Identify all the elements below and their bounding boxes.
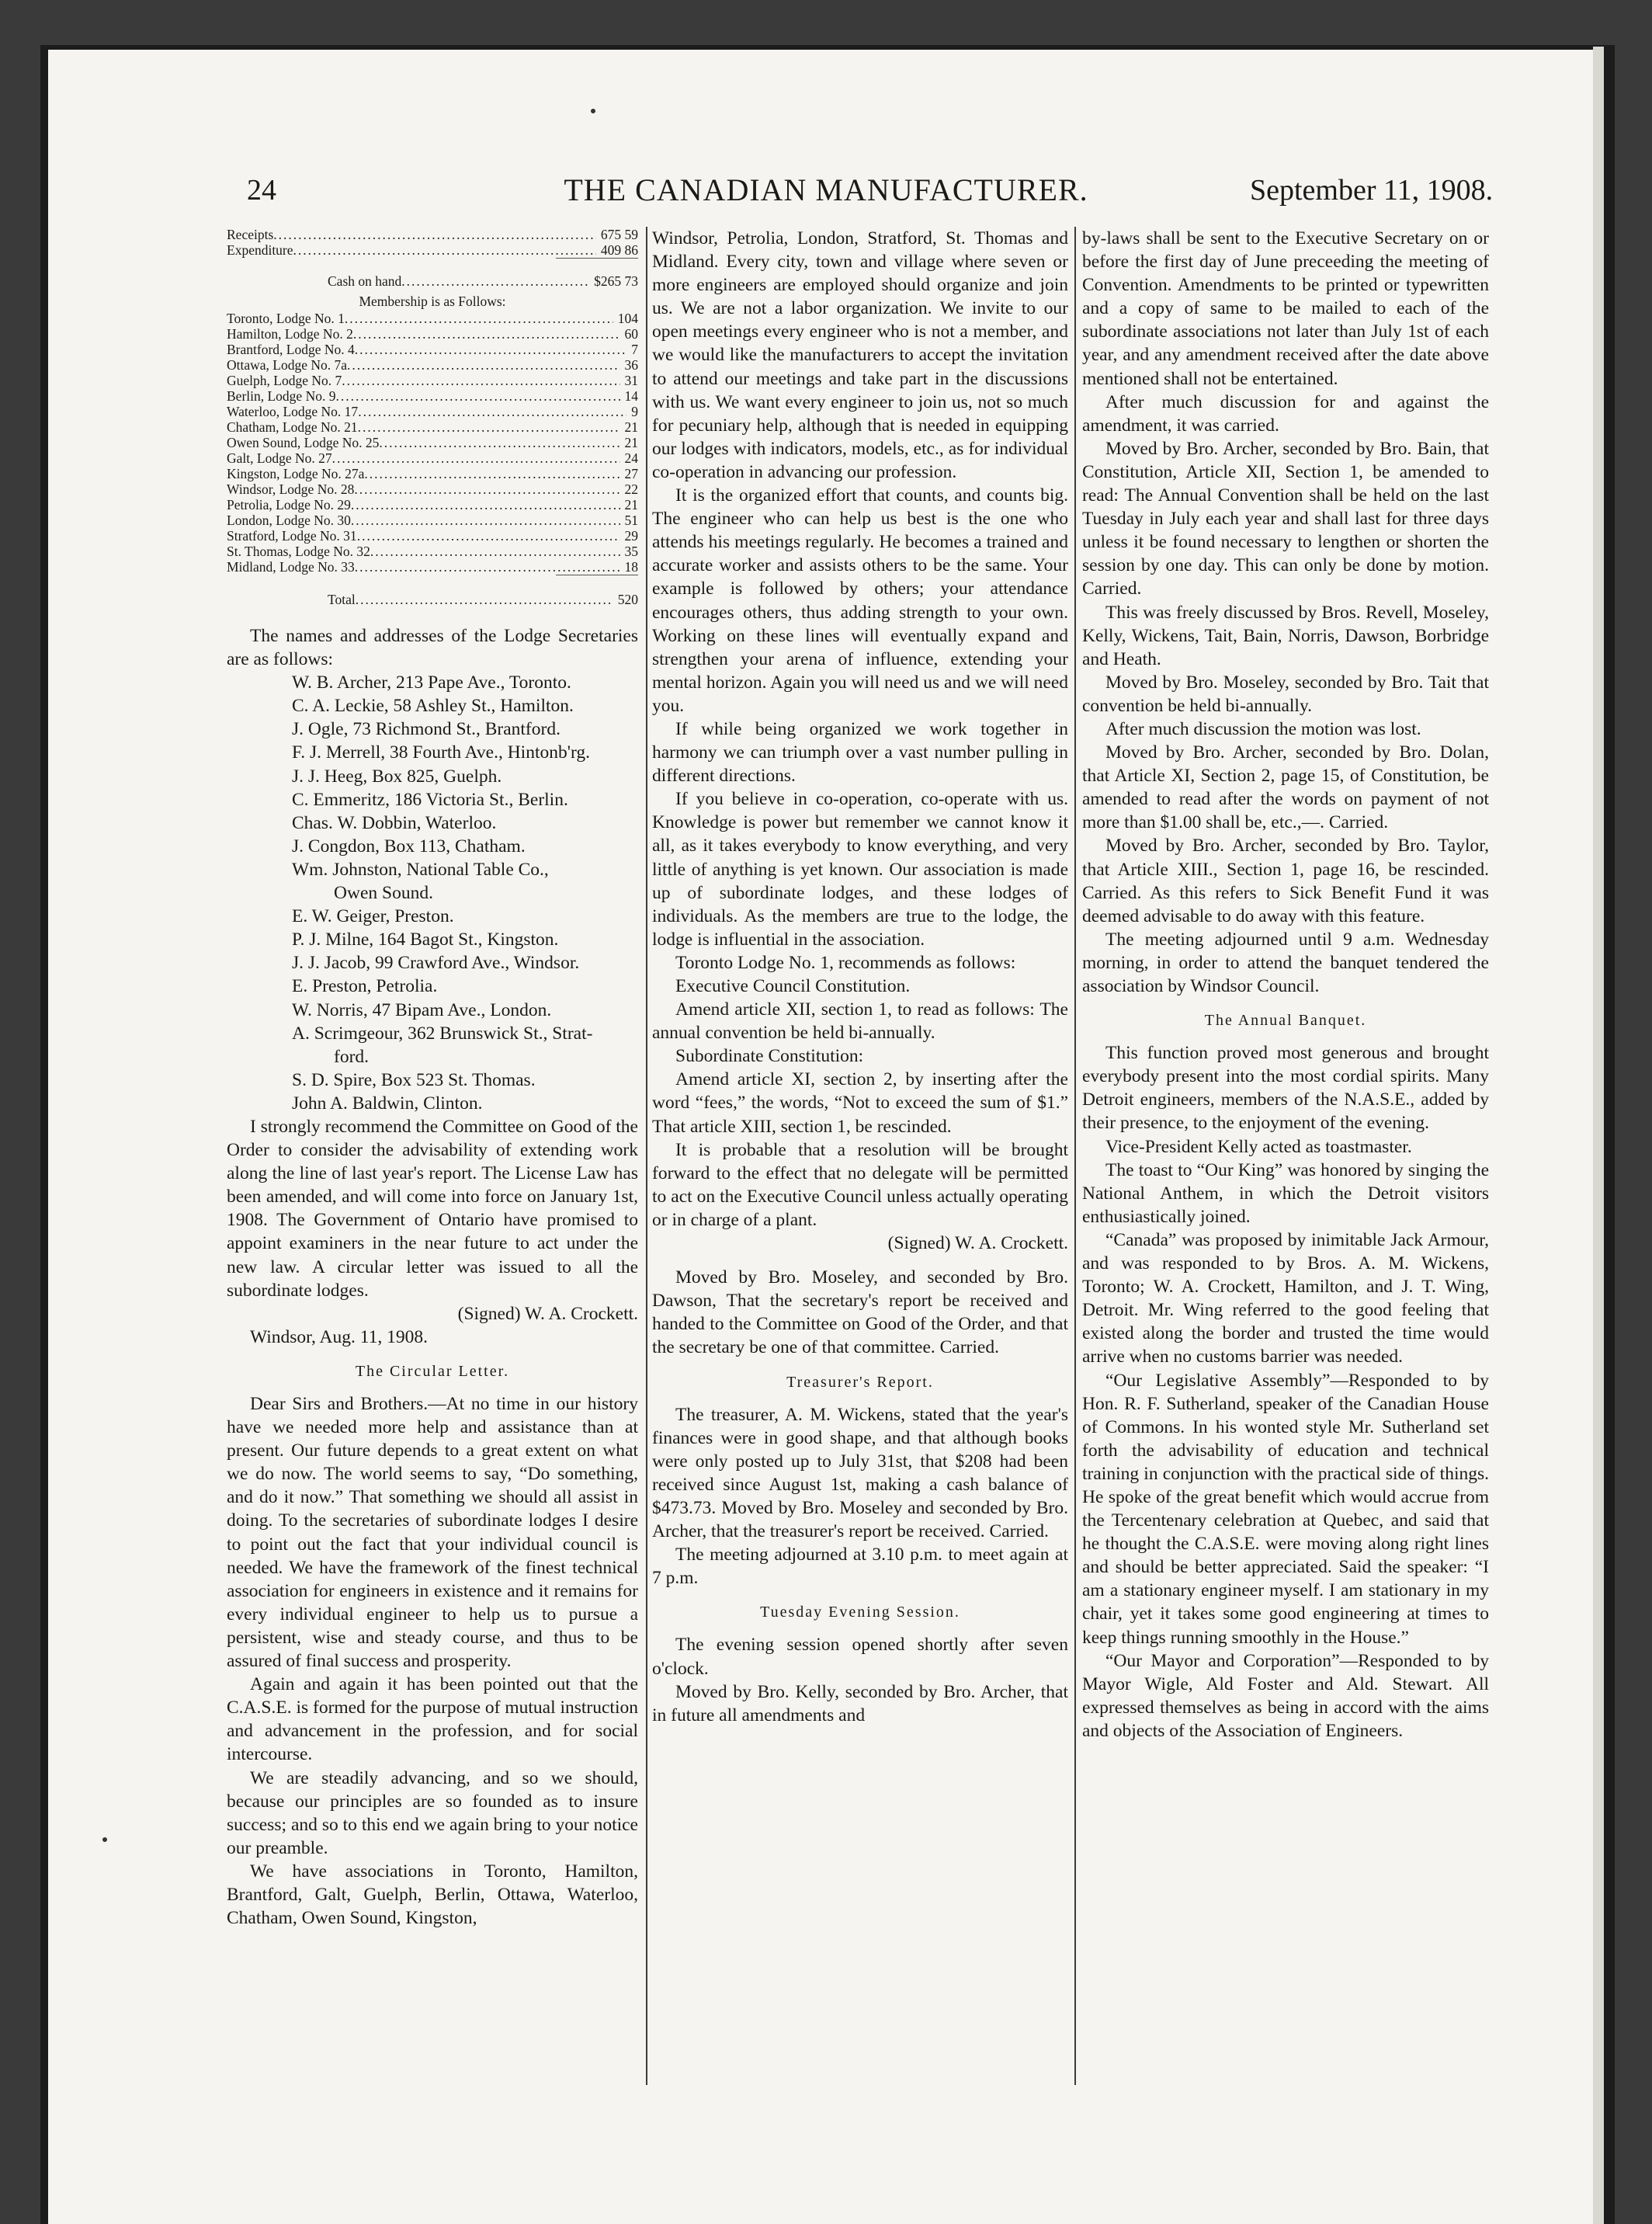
sum-rule: [556, 258, 638, 259]
lodge-name: Toronto, Lodge No. 1: [227, 311, 345, 326]
paragraph: The meeting adjourned until 9 a.m. Wednesday morning, in order to attend the banquet tendered the association by Windsor Council.: [1082, 929, 1489, 996]
paragraph: Moved by Bro. Moseley, and seconded by Bro. Dawson, That the secretary's report be received and handed to the Committee on Good of the Order, and that the secretary be one of that committee. Carried.: [652, 1267, 1068, 1358]
lodge-name: Owen Sound, Lodge No. 25: [227, 435, 380, 450]
lodge-row: [227, 513, 638, 528]
column-3: [1082, 227, 1489, 1743]
lodge-row: [227, 544, 638, 559]
paragraph: by-laws shall be sent to the Executive Secretary on or before the first day of June preceeding the meeting of Convention. Amendments to be printed or typewritten and a copy of same to be mailed to each of the subordinate associations not later than July 1st of each year, and any amendment received after the date above mentioned shall not be entertained.: [1082, 228, 1489, 389]
column-2: [652, 227, 1068, 1727]
secretary-address: J. Congdon, Box 113, Chatham.: [292, 836, 526, 857]
secretary-entry: [227, 999, 638, 1022]
column-rule-1: [646, 227, 647, 2085]
secretary-address: P. J. Milne, 164 Bagot St., Kingston.: [292, 930, 559, 950]
paragraph: Dear Sirs and Brothers.—At no time in our history have we needed more help and assistance than at present. Our future depends to a great extent on what we do now. The world seems to say, “Do something, and do it now.” That something we should all assist in doing. To the secretaries of subordinate lodges I desire to point out the fact that your individual council is needed. We have the framework of the finest technical association for engineers in existence and it remains for every individual engineer to help us to pursue a persistent, wise and steady course, and thus to be assured of final success and prosperity.: [227, 1394, 638, 1672]
secretary-address: J. J. Jacob, 99 Crawford Ave., Windsor.: [292, 953, 580, 974]
lodge-name: St. Thomas, Lodge No. 32: [227, 544, 370, 559]
lodge-count: 24: [624, 450, 638, 466]
secretary-entry: [227, 788, 638, 811]
secretary-address: John A. Baldwin, Clinton.: [292, 1093, 483, 1114]
paragraph: It is the organized effort that counts, and counts big. The engineer who can help us best is the one who attends his meetings regularly. He becomes a trained and accurate worker and assists others to be the same. Your example is followed by others; your attendance encourages others, thus adding strength to your own. Working on these lines will eventually expand and strengthen your arena of influence, extending your mental horizon. Again you will need us and we will need you.: [652, 485, 1068, 716]
paragraph: Executive Council Constitution.: [675, 976, 911, 996]
leader-dots: [332, 450, 620, 466]
membership-heading: Membership is as Follows:: [359, 294, 506, 309]
secretary-entry: [227, 741, 638, 764]
lodge-count: 29: [624, 528, 638, 544]
secretary-list: [227, 671, 638, 1115]
expenditure-amount: 409 86: [600, 242, 638, 258]
section-heading: The Annual Banquet.: [1204, 1012, 1367, 1030]
paragraph: Moved by Bro. Archer, seconded by Bro. Bain, that Constitution, Article XII, Section 1, be amended to read: The Annual Convention shall be held on the last Tuesday in July each year and shall last for three days unless it be found necessary to lengthen or shorten the session by one day. This can only be done by motion. Carried.: [1082, 438, 1489, 599]
paragraph: Amend article XI, section 2, by inserting after the word “fees,” the words, “Not to exceed the sum of $1.” That article XIII, section 1, be rescinded.: [652, 1069, 1068, 1137]
leader-dots: [273, 227, 596, 242]
lodge-row: [227, 528, 638, 544]
lodge-name: Windsor, Lodge No. 28: [227, 481, 355, 497]
lodge-row: [227, 311, 638, 326]
leader-dots: [356, 592, 613, 607]
secretary-entry: [227, 975, 638, 998]
lodge-name: Berlin, Lodge No. 9: [227, 388, 336, 404]
paragraph: This was freely discussed by Bros. Revell, Moseley, Kelly, Wickens, Tait, Bain, Norris, Dawson, Borbridge and Heath.: [1082, 602, 1489, 669]
lodge-name: Waterloo, Lodge No. 17: [227, 404, 359, 419]
lodge-name: Kingston, Lodge No. 27a: [227, 466, 365, 481]
leader-dots: [370, 544, 620, 559]
secretary-entry: [227, 1092, 638, 1115]
secretary-address: S. D. Spire, Box 523 St. Thomas.: [292, 1069, 536, 1090]
secretary-entry: [227, 671, 638, 694]
total-rule: [556, 575, 638, 576]
page-number: 24: [247, 174, 276, 207]
expenditure-row: [227, 242, 638, 258]
lodge-name: Brantford, Lodge No. 4: [227, 342, 355, 357]
leader-dots: [351, 513, 620, 528]
total-count: 520: [617, 592, 638, 607]
leader-dots: [358, 404, 626, 419]
paragraph: I strongly recommend the Committee on Good of the Order to consider the advisability of extending work along the line of last year's report. The License Law has been amended, and will come into force on January 1st, 1908. The Government of Ontario have promised to appoint examiners in the near future to act under the new law. A circular letter was issued to all the subordinate lodges.: [227, 1116, 638, 1301]
lodge-count: 21: [624, 435, 638, 450]
secretary-address: J. Ogle, 73 Richmond St., Brantford.: [292, 719, 560, 740]
secretary-entry: [227, 694, 638, 718]
paragraph: Moved by Bro. Archer, seconded by Bro. Dolan, that Article XI, Section 2, page 15, of Constitution, be amended to read after the words on payment of not more than $1.00 shall be, etc.,—. Carried.: [1082, 742, 1489, 833]
section-heading: Treasurer's Report.: [786, 1373, 934, 1391]
paragraph: The meeting adjourned at 3.10 p.m. to meet again at 7 p.m.: [652, 1545, 1068, 1589]
leader-dots: [355, 342, 626, 357]
cash-amount: $265 73: [594, 273, 638, 289]
leader-dots: [293, 242, 596, 258]
lodge-name: Petrolia, Lodge No. 29: [227, 497, 351, 513]
cash-row: [227, 270, 638, 292]
lodge-count: 18: [624, 559, 638, 575]
leader-dots: [354, 481, 620, 497]
secretaries-intro: The names and addresses of the Lodge Secretaries are as follows:: [227, 626, 638, 670]
leader-dots: [355, 559, 620, 575]
lodge-name: Guelph, Lodge No. 7: [227, 373, 342, 388]
paragraph: We are steadily advancing, and so we should, because our principles are so founded as to insure success; and so to this end we again bring to your notice our preamble.: [227, 1767, 638, 1858]
paragraph: The toast to “Our King” was honored by singing the National Anthem, in which the Detroit visitors enthusiastically joined.: [1082, 1159, 1489, 1227]
section-heading: The Circular Letter.: [355, 1362, 510, 1380]
receipts-label: Receipts: [227, 227, 274, 242]
paragraph: Moved by Bro. Archer, seconded by Bro. Taylor, that Article XIII., Section 1, page 16, be rescinded. Carried. As this refers to Sick Benefit Fund it was deemed advisable to do away with this feature.: [1082, 836, 1489, 926]
secretary-entry: [227, 835, 638, 858]
lodge-row: [227, 357, 638, 373]
lodge-list: [227, 311, 638, 575]
secretary-entry: [227, 928, 638, 951]
leader-dots: [345, 311, 613, 326]
page-edge: [1593, 47, 1604, 2224]
lodge-count: 14: [624, 388, 638, 404]
leader-dots: [342, 373, 620, 388]
lodge-name: Ottawa, Lodge No. 7a: [227, 357, 348, 373]
secretary-address: Wm. Johnston, National Table Co.,: [292, 859, 549, 880]
paragraph: Again and again it has been pointed out that the C.A.S.E. is formed for the purpose of mutual instruction and advancement in the profession, and for social intercourse.: [227, 1674, 638, 1765]
signature: (Signed) W. A. Crockett.: [887, 1233, 1068, 1254]
leader-dots: [353, 326, 620, 342]
lodge-row: [227, 466, 638, 481]
column-rule-2: [1074, 227, 1076, 2085]
signature: (Signed) W. A. Crockett.: [457, 1303, 638, 1324]
lodge-row: [227, 419, 638, 435]
paragraph: “Canada” was proposed by inimitable Jack Armour, and was responded to by Bros. A. M. Wickens, Toronto; W. A. Crockett, Hamilton, and J. T. Wing, Detroit. Mr. Wing referred to the good feeling that existed along the border and trusted the time would arrive when no customs barrier was needed.: [1082, 1229, 1489, 1367]
paragraph: Vice-President Kelly acted as toastmaster.: [1105, 1136, 1412, 1157]
leader-dots: [379, 435, 620, 450]
paragraph: If you believe in co-operation, co-operate with us. Knowledge is power but remember we cannot know it all, as it takes everybody to know everything, and very little of anything is yet known. Our association is made up of subordinate lodges, and these lodges of individuals. As the members are true to the lodge, the lodge is influential in the association.: [652, 789, 1068, 950]
lodge-count: 9: [631, 404, 638, 419]
receipts-amount: 675 59: [600, 227, 638, 242]
paragraph: It is probable that a resolution will be brought forward to the effect that no delegate will be permitted to act on the Executive Council unless actually operating or in charge of a plant.: [652, 1139, 1068, 1230]
secretary-entry: [227, 1069, 638, 1092]
publication-title: THE CANADIAN MANUFACTURER.: [564, 172, 1088, 207]
secretary-entry: [227, 905, 638, 928]
leader-dots: [357, 528, 620, 544]
lodge-name: Midland, Lodge No. 33: [227, 559, 355, 575]
lodge-count: 27: [624, 466, 638, 481]
lodge-count: 104: [617, 311, 638, 326]
lodge-name: Stratford, Lodge No. 31: [227, 528, 357, 544]
leader-dots: [401, 270, 589, 292]
lodge-row: [227, 373, 638, 388]
paragraph: “Our Legislative Assembly”—Responded to by Hon. R. F. Sutherland, speaker of the Canadian House of Commons. In his wonted style Mr. Sutherland set forth the advisability of education and technical training in conjunction with the practical side of things. He spoke of the great benefit which would accrue from the Tercentenary celebration at Quebec, and said that he thought the C.A.S.E. were moving along right lines and should be better appreciated. Said the speaker: “I am a stationary engineer myself. I am stationary in my chair, yet it takes some good engineering at times to keep things running smoothly in the House.”: [1082, 1370, 1489, 1648]
secretary-entry: [227, 858, 638, 905]
lodge-row: [227, 388, 638, 404]
paragraph: After much discussion the motion was lost.: [1105, 718, 1421, 739]
speck-top: [591, 109, 595, 113]
paragraph: Amend article XII, section 1, to read as follows: The annual convention be held bi-annually.: [652, 999, 1068, 1044]
lodge-row: [227, 450, 638, 466]
cash-label: Cash on hand: [328, 273, 402, 289]
paragraph: We have associations in Toronto, Hamilton, Brantford, Galt, Guelph, Berlin, Ottawa, Waterloo, Chatham, Owen Sound, Kingston,: [227, 1861, 638, 1929]
paragraph: This function proved most generous and brought everybody present into the most cordial spirits. Many Detroit engineers, members of the N.A.S.E., added by their presence, to the enjoyment of the evening.: [1082, 1043, 1489, 1134]
secretary-address-cont: Owen Sound.: [334, 883, 433, 904]
paragraph: The treasurer, A. M. Wickens, stated that the year's finances were in good shape, and that although books were only posted up to July 31st, that $208 had been received since August 1st, making a cash balance of $473.73. Moved by Bro. Moseley and seconded by Bro. Archer, that the treasurer's report be received. Carried.: [652, 1404, 1068, 1542]
issue-date: September 11, 1908.: [1250, 174, 1494, 207]
paragraph: Subordinate Constitution:: [675, 1046, 864, 1067]
paragraph: Toronto Lodge No. 1, recommends as follows:: [675, 952, 1016, 973]
secretary-address: Chas. W. Dobbin, Waterloo.: [292, 812, 497, 833]
secretary-address: A. Scrimgeour, 362 Brunswick St., Strat-: [292, 1023, 593, 1044]
secretary-entry: [227, 1022, 638, 1069]
paragraph: Moved by Bro. Kelly, seconded by Bro. Archer, that in future all amendments and: [652, 1681, 1068, 1725]
lodge-count: 22: [624, 481, 638, 497]
lodge-name: London, Lodge No. 30: [227, 513, 351, 528]
lodge-count: 21: [624, 419, 638, 435]
secretary-entry: [227, 951, 638, 975]
lodge-row: [227, 435, 638, 450]
paragraph: If while being organized we work together in harmony we can triumph over a vast number pulling in different directions.: [652, 718, 1068, 787]
secretary-address: E. W. Geiger, Preston.: [292, 906, 454, 927]
expenditure-label: Expenditure: [227, 242, 293, 258]
lodge-count: 21: [624, 497, 638, 513]
lodge-name: Galt, Lodge No. 27: [227, 450, 332, 466]
leader-dots: [351, 497, 620, 513]
secretary-entry: [227, 765, 638, 788]
leader-dots: [347, 357, 620, 373]
secretary-address: J. J. Heeg, Box 825, Guelph.: [292, 766, 502, 787]
lodge-count: 36: [624, 357, 638, 373]
secretary-address: C. Emmeritz, 186 Victoria St., Berlin.: [292, 789, 568, 810]
section-heading: Tuesday Evening Session.: [760, 1604, 960, 1621]
secretary-address: W. B. Archer, 213 Pape Ave., Toronto.: [292, 672, 571, 693]
lodge-count: 60: [624, 326, 638, 342]
paragraph: “Our Mayor and Corporation”—Responded to by Mayor Wigle, Ald Foster and Ald. Stewart. All expressed themselves as being in accord with the aims and objects of the Association of Engineers.: [1082, 1650, 1489, 1741]
lodge-count: 31: [624, 373, 638, 388]
lodge-count: 35: [624, 544, 638, 559]
finance-ledger: [227, 227, 638, 607]
lodge-name: Chatham, Lodge No. 21: [227, 419, 358, 435]
secretary-address: E. Preston, Petrolia.: [292, 976, 438, 997]
secretary-address: W. Norris, 47 Bipam Ave., London.: [292, 999, 552, 1020]
secretary-entry: [227, 718, 638, 741]
lodge-row: [227, 326, 638, 342]
column-1: [227, 227, 638, 1930]
leader-dots: [335, 388, 620, 404]
secretary-address: F. J. Merrell, 38 Fourth Ave., Hintonb'rg.: [292, 742, 590, 763]
leader-dots: [358, 419, 620, 435]
paragraph: Moved by Bro. Moseley, seconded by Bro. Tait that convention be held bi-annually.: [1082, 672, 1489, 716]
secretary-entry: [227, 811, 638, 835]
lodge-row: [227, 559, 638, 575]
lodge-name: Hamilton, Lodge No. 2: [227, 326, 353, 342]
secretary-address: C. A. Leckie, 58 Ashley St., Hamilton.: [292, 696, 574, 717]
total-row: [227, 592, 638, 607]
lodge-row: [227, 497, 638, 513]
paragraph: The evening session opened shortly after seven o'clock.: [652, 1635, 1068, 1679]
lodge-count: 7: [631, 342, 638, 357]
secretary-address-cont: ford.: [334, 1046, 370, 1067]
lodge-count: 51: [624, 513, 638, 528]
dateline: Windsor, Aug. 11, 1908.: [250, 1326, 428, 1347]
receipts-row: [227, 227, 638, 242]
lodge-row: [227, 342, 638, 357]
lodge-row: [227, 481, 638, 497]
paragraph: Windsor, Petrolia, London, Stratford, St. Thomas and Midland. Every city, town and village where seven or more engineers are employed should organize and join us. We are not a labor organization. We invite to our open meetings every engineer who is not a member, and we would like the manufacturers to accept the invitation to attend our meetings and take part in the discussions with us. We want every engineer to join us, not so much for pecuniary help, although that is needed in equipping our lodges with indicators, models, etc., as for individual co-operation in advancing our profession.: [652, 228, 1068, 482]
speck-left: [102, 1837, 107, 1842]
leader-dots: [364, 466, 620, 481]
paragraph: After much discussion for and against the amendment, it was carried.: [1082, 391, 1489, 436]
lodge-row: [227, 404, 638, 419]
total-label: Total: [328, 592, 356, 607]
